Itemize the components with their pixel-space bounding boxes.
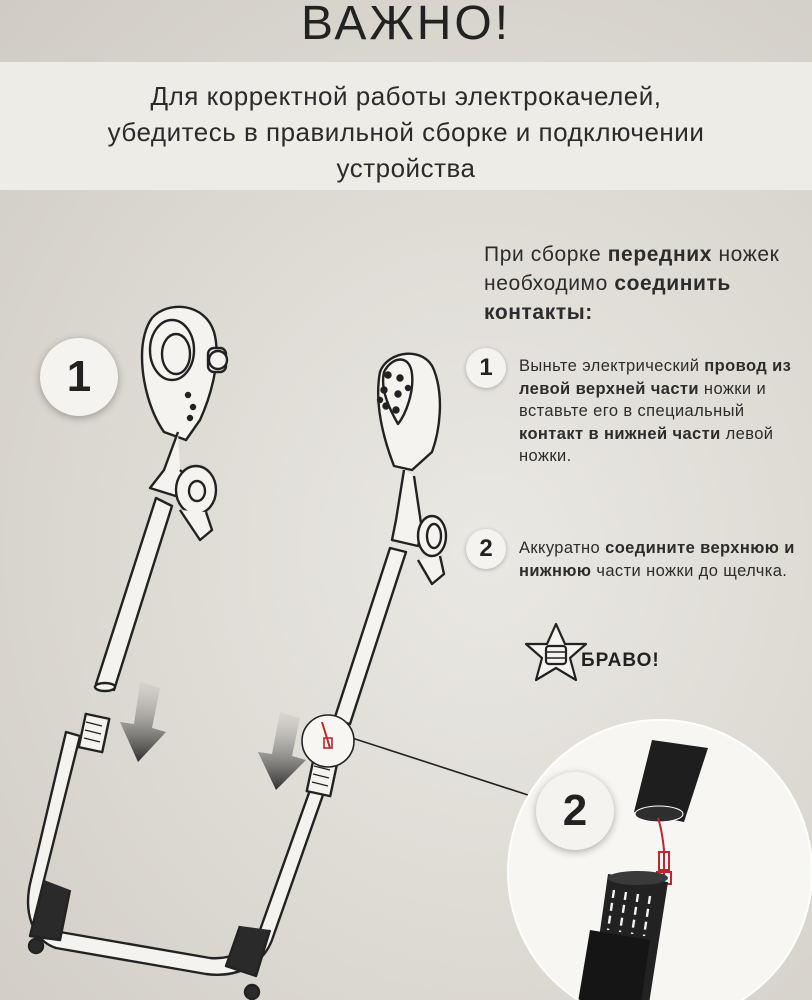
step-2-part-b: соедините верхнюю и нижнюю (519, 539, 795, 580)
step-1-part-b: провод из левой верхней части (519, 357, 792, 398)
step-2-badge: 2 (466, 529, 506, 569)
step-1-part-c: ножки и вставьте его в специальный (519, 379, 767, 420)
intro-part-1: При сборке (484, 243, 608, 266)
bravo-label: БРАВО! (581, 650, 660, 671)
intro-part-2: передних (607, 243, 713, 266)
zoom-connector-line (352, 738, 528, 795)
down-arrow-right (258, 712, 306, 790)
detail-circle-small (302, 715, 354, 767)
step-2-part-c: части ножки до щелчка. (591, 561, 788, 580)
page-title: ВАЖНО! (300, 0, 512, 50)
big-step-2-badge: 2 (536, 772, 614, 850)
step-1-part-d: контакт в нижней части (519, 424, 721, 443)
intro-part-4: соединить контакты: (484, 272, 731, 324)
intro-part-3: ножек необходимо (484, 243, 780, 295)
step-1-part-a: Выньте электрический (519, 357, 705, 375)
step-1-part-e: левой ножки. (519, 424, 774, 465)
star-fist-icon (526, 624, 586, 680)
notice-line-3: устройства (336, 153, 476, 183)
down-arrow-left (120, 682, 166, 762)
big-step-1-badge: 1 (40, 338, 118, 416)
right-upper-leg (334, 354, 446, 724)
step-2-part-a: Аккуратно (519, 539, 606, 557)
notice-line-1: Для корректной работы электрокачелей, (150, 81, 662, 111)
zoom-circle (508, 720, 812, 1000)
step-1-badge: 1 (466, 348, 506, 388)
notice-line-2: убедитесь в правильной сборке и подключении (107, 117, 705, 147)
